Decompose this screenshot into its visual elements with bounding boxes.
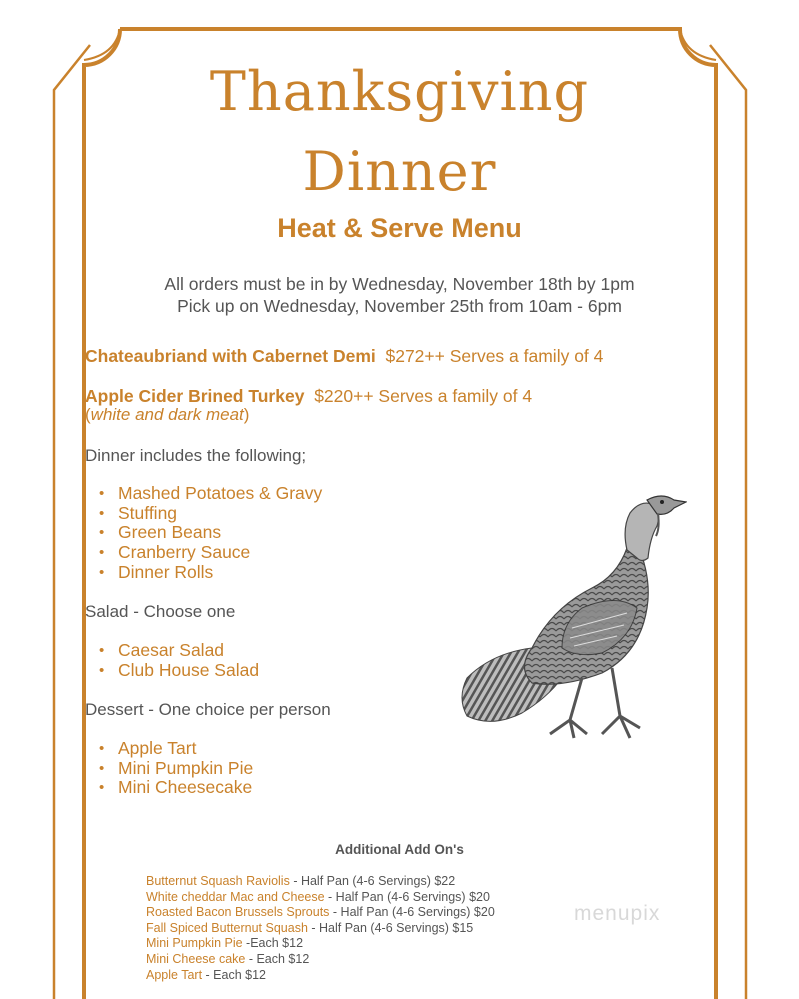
- addon-item: Butternut Squash Raviolis - Half Pan (4-6 Servings) $22: [146, 874, 456, 888]
- turkey-note: (white and dark meat): [85, 405, 250, 424]
- addon-item: Roasted Bacon Brussels Sprouts - Half Pan (4-6 Servings) $20: [146, 905, 495, 920]
- addon-item: Mini Cheese cake - Each $12: [146, 951, 310, 966]
- watermark: menupix: [574, 902, 661, 925]
- dessert-list: [99, 739, 253, 798]
- list-item: • Mini Cheesecake: [99, 777, 253, 798]
- dish-turkey: [85, 386, 532, 407]
- dish-name: Apple Cider Brined Turkey: [85, 386, 305, 406]
- order-notice: [0, 273, 799, 317]
- addon-item: Mini Pumpkin Pie -Each $12: [146, 936, 304, 951]
- pickup-window: Pick up on Wednesday, November 25th from 10am - 6pm: [177, 296, 622, 316]
- menu-subtitle: Heat & Serve Menu: [277, 213, 522, 243]
- addon-item: Fall Spiced Butternut Squash - Half Pan (4-6 Servings) $15: [146, 920, 474, 935]
- turkey-illustration: [452, 488, 687, 753]
- salad-label: Salad - Choose one: [85, 602, 236, 621]
- list-item: • Green Beans: [99, 522, 222, 543]
- dish-chateaubriand: [85, 346, 603, 367]
- list-item: • Cranberry Sauce: [99, 542, 251, 563]
- title-line-1: Thanksgiving: [209, 60, 590, 123]
- title-line-2: Dinner: [302, 140, 497, 203]
- order-deadline: All orders must be in by Wednesday, November 18th by 1pm: [164, 274, 635, 294]
- includes-list: [99, 484, 322, 583]
- list-item: • Dinner Rolls: [99, 561, 214, 582]
- dessert-label: Dessert - One choice per person: [85, 700, 331, 719]
- includes-label: Dinner includes the following;: [85, 446, 307, 465]
- salad-list: [99, 641, 259, 680]
- list-item: • Caesar Salad: [99, 640, 225, 660]
- dish-price: $220++ Serves a family of 4: [314, 386, 533, 406]
- list-item: • Mini Pumpkin Pie: [99, 757, 254, 778]
- list-item: • Mashed Potatoes & Gravy: [99, 483, 323, 503]
- list-item: • Club House Salad: [99, 659, 260, 680]
- addon-item: Apple Tart - Each $12: [146, 967, 266, 982]
- list-item: • Apple Tart: [99, 738, 197, 758]
- addons-list: [146, 874, 495, 983]
- list-item: • Stuffing: [99, 502, 178, 523]
- addon-item: White cheddar Mac and Cheese - Half Pan (4-6 Servings) $20: [146, 889, 490, 904]
- dish-name: Chateaubriand with Cabernet Demi: [85, 346, 376, 366]
- addons-title: Additional Add On's: [335, 842, 464, 857]
- dish-price: $272++ Serves a family of 4: [385, 346, 604, 366]
